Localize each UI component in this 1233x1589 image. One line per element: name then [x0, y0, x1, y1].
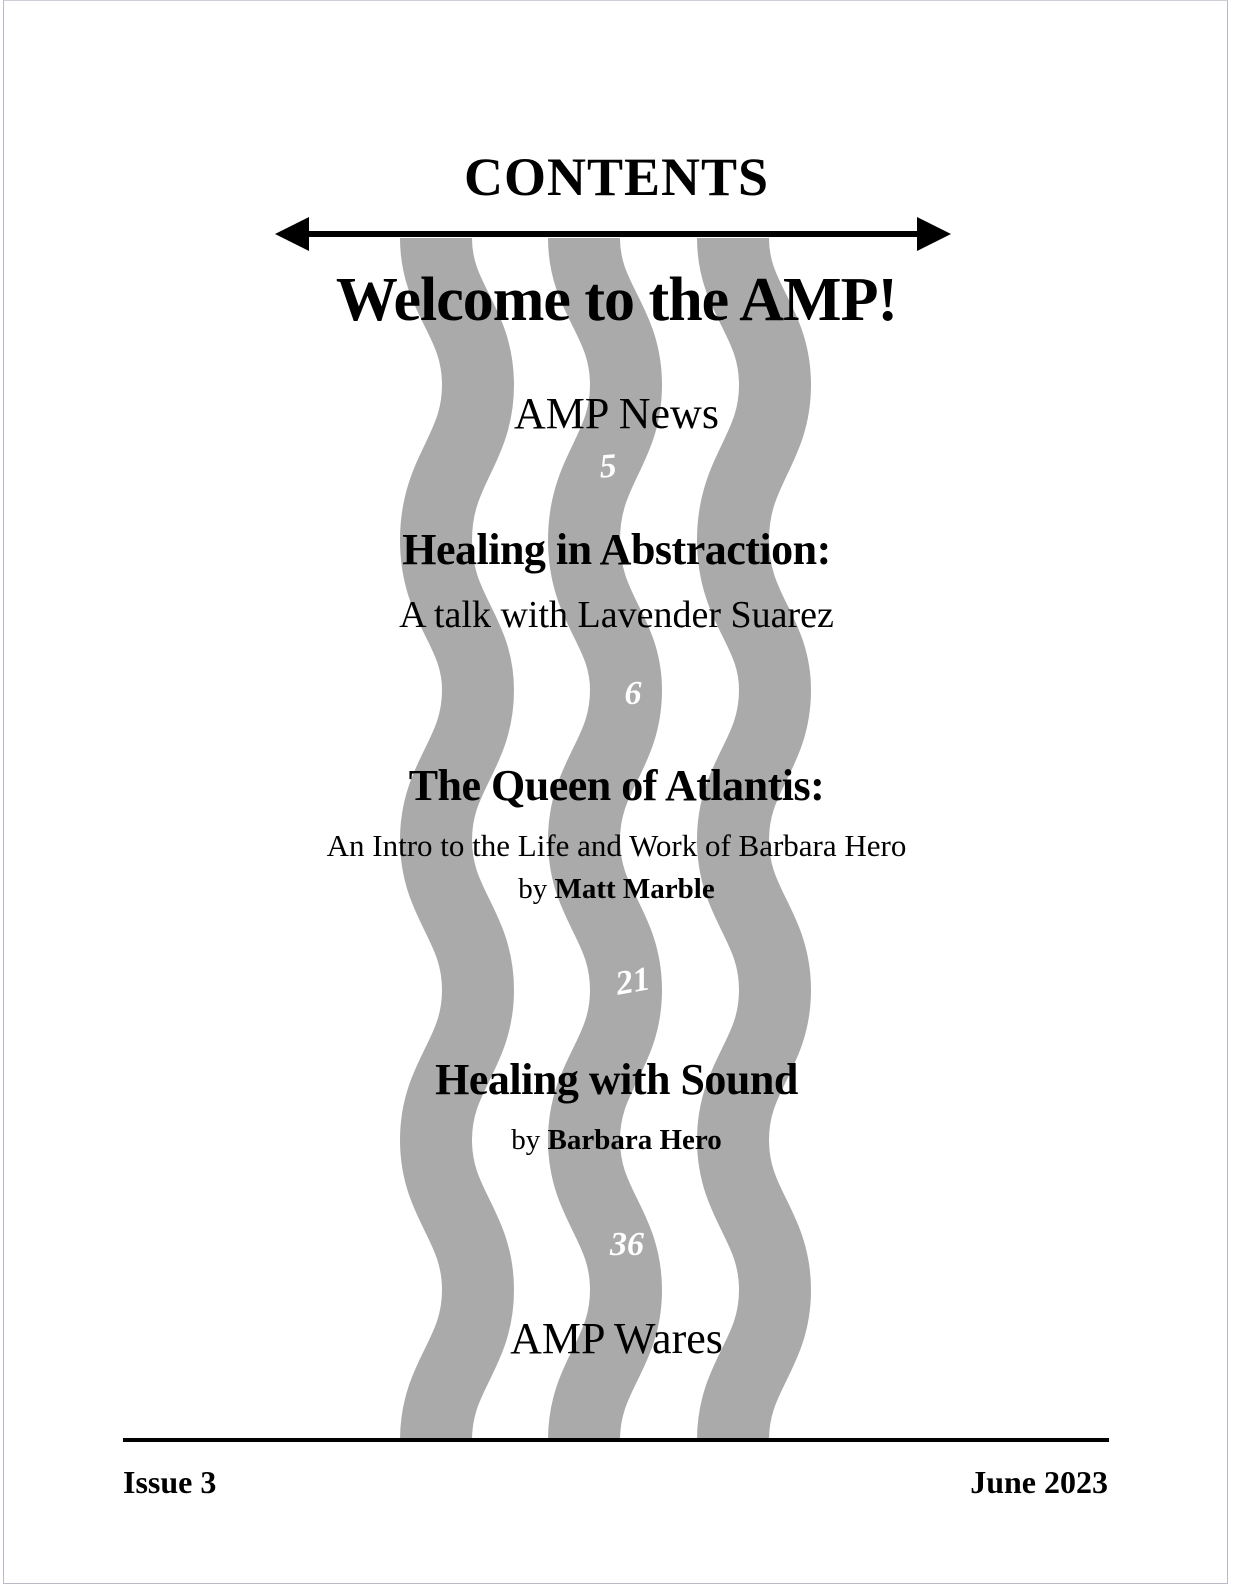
byline-author: Matt Marble: [554, 873, 715, 905]
footer-issue: Issue 3: [123, 1464, 217, 1500]
entry-welcome-title: Welcome to the AMP!: [335, 266, 898, 334]
entry-queen-atlantis-subtitle: An Intro to the Life and Work of Barbara Hero: [326, 828, 907, 863]
entry-news-page-number: 5: [598, 447, 618, 486]
entry-queen-atlantis-byline: [0, 873, 1233, 906]
entry-healing-sound-page-number: 36: [610, 1226, 644, 1263]
entry-healing-abstraction-page-number: 6: [624, 675, 642, 712]
entry-healing-sound-title: Healing with Sound: [435, 1055, 798, 1104]
entry-healing-sound-byline: [0, 1124, 1233, 1157]
double-arrow-icon: [275, 214, 951, 254]
byline-prefix: by: [511, 1124, 541, 1156]
footer-date: June 2023: [970, 1464, 1108, 1500]
entry-queen-atlantis-page-number: 21: [612, 960, 653, 1003]
entry-queen-atlantis-title: The Queen of Atlantis:: [408, 761, 825, 810]
entry-news-title: AMP News: [514, 389, 719, 438]
entry-wares-title: AMP Wares: [510, 1314, 723, 1363]
footer-rule: [123, 1438, 1109, 1442]
byline-author: Barbara Hero: [547, 1124, 722, 1156]
entry-healing-abstraction-subtitle: A talk with Lavender Suarez: [399, 594, 834, 636]
byline-prefix: by: [518, 873, 548, 905]
contents-heading: CONTENTS: [463, 147, 770, 207]
entry-healing-abstraction-title: Healing in Abstraction:: [402, 525, 831, 574]
